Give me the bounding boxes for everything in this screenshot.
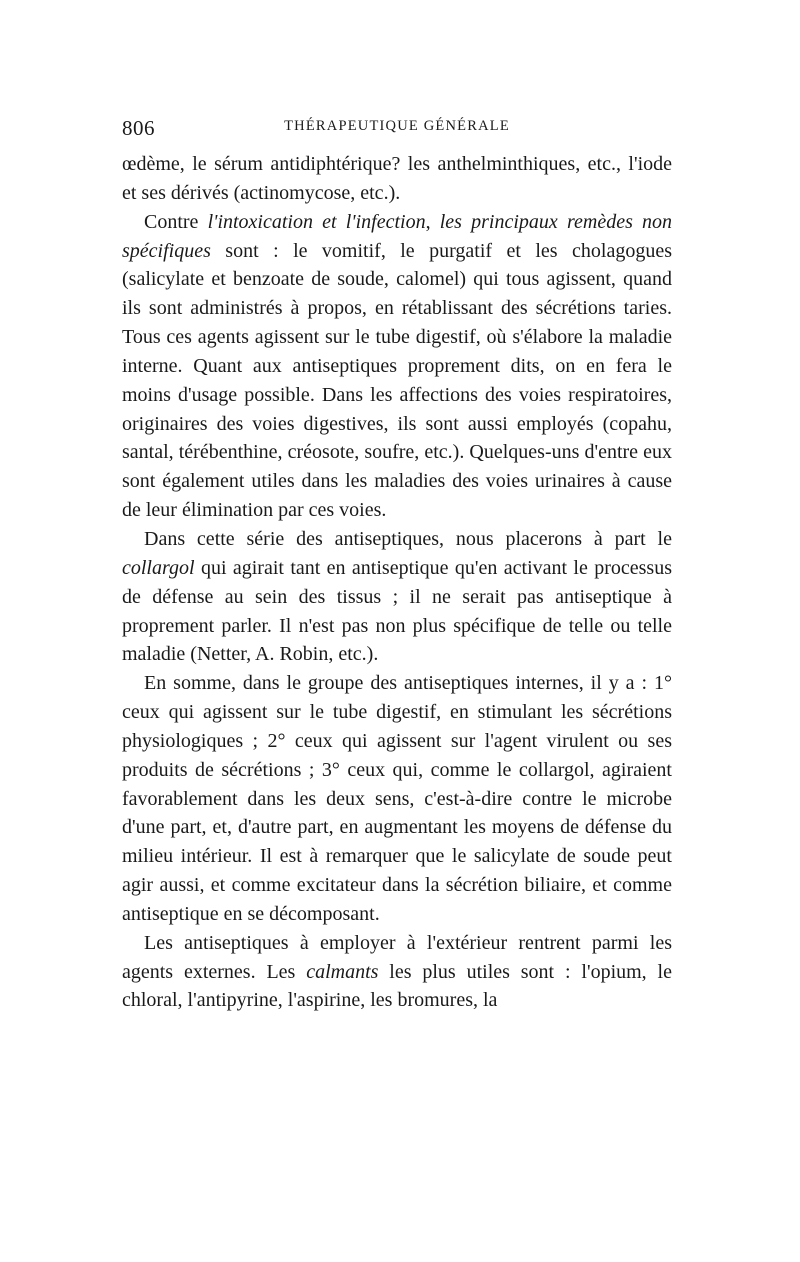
- text-run: En somme, dans le groupe des antiseptiques internes, il y a : 1° ceux qui agissent sur le tube digestif, en stimulant les sécrétions physiologiques ; 2° ceux qui agissent sur l'agent virulent ou ses produits de sécrétions ; 3° ceux qui, comme le collargol, agiraient favorablement dans les deux sens, c'est-à-dire contre le microbe d'une part, et, d'autre part, en augmentant les moyens de défense du milieu intérieur. Il est à remarquer que le salicylate de soude peut agir aussi, et comme excitateur dans la sécrétion biliaire, et comme antiseptique en se décomposant.: [122, 672, 672, 925]
- italic-text: les principaux remèdes non spécifiques: [122, 210, 673, 262]
- italic-text: l'intoxication et l'infection: [207, 210, 426, 233]
- paragraph: [122, 669, 672, 929]
- text-run: qui agirait tant en antiseptique qu'en activant le processus de défense au sein des tissus ; il ne serait pas antiseptique à proprement parler. Il n'est pas non plus spécifique de telle ou telle maladie (Netter, A. Robin, etc.).: [122, 556, 672, 666]
- body-text: [122, 150, 672, 1015]
- text-run: Les antiseptiques à employer à l'extérieur rentrent parmi les agents externes. Les: [122, 931, 672, 983]
- book-page: [122, 116, 672, 1015]
- text-run: œdème, le sérum antidiphtérique? les anthelminthiques, etc., l'iode et ses dérivés (actinomycose, etc.).: [122, 153, 672, 204]
- running-head: [122, 116, 672, 142]
- italic-text: calmants: [306, 960, 379, 983]
- text-run: Contre: [144, 210, 208, 233]
- paragraph: [122, 525, 672, 669]
- text-run: ,: [425, 210, 440, 233]
- text-run: Dans cette série des antiseptiques, nous placerons à part le: [144, 527, 672, 550]
- text-run: sont : le vomitif, le purgatif et les cholagogues (salicylate et benzoate de soude, calomel) qui tous agissent, quand ils sont administrés à propos, en rétablissant des sécrétions taries. Tous ces agents agissent sur le tube digestif, où s'élabore la maladie interne. Quant aux antiseptiques proprement dits, on en fera le moins d'usage possible. Dans les affections des voies respiratoires, originaires des voies digestives, ils sont aussi employés (copahu, santal, térébenthine, créosote, soufre, etc.). Quelques-uns d'entre eux sont également utiles dans les maladies des voies urinaires à cause de leur élimination par ces voies.: [122, 239, 672, 522]
- paragraph: [122, 150, 672, 208]
- running-title: THÉRAPEUTIQUE GÉNÉRALE: [284, 118, 510, 134]
- italic-text: collargol: [122, 556, 195, 579]
- paragraph: [122, 208, 672, 525]
- page-number: 806: [122, 116, 155, 140]
- paragraph: [122, 929, 672, 1016]
- text-run: les plus utiles sont : l'opium, le chloral, l'antipyrine, l'aspirine, les bromures, la: [122, 960, 672, 1012]
